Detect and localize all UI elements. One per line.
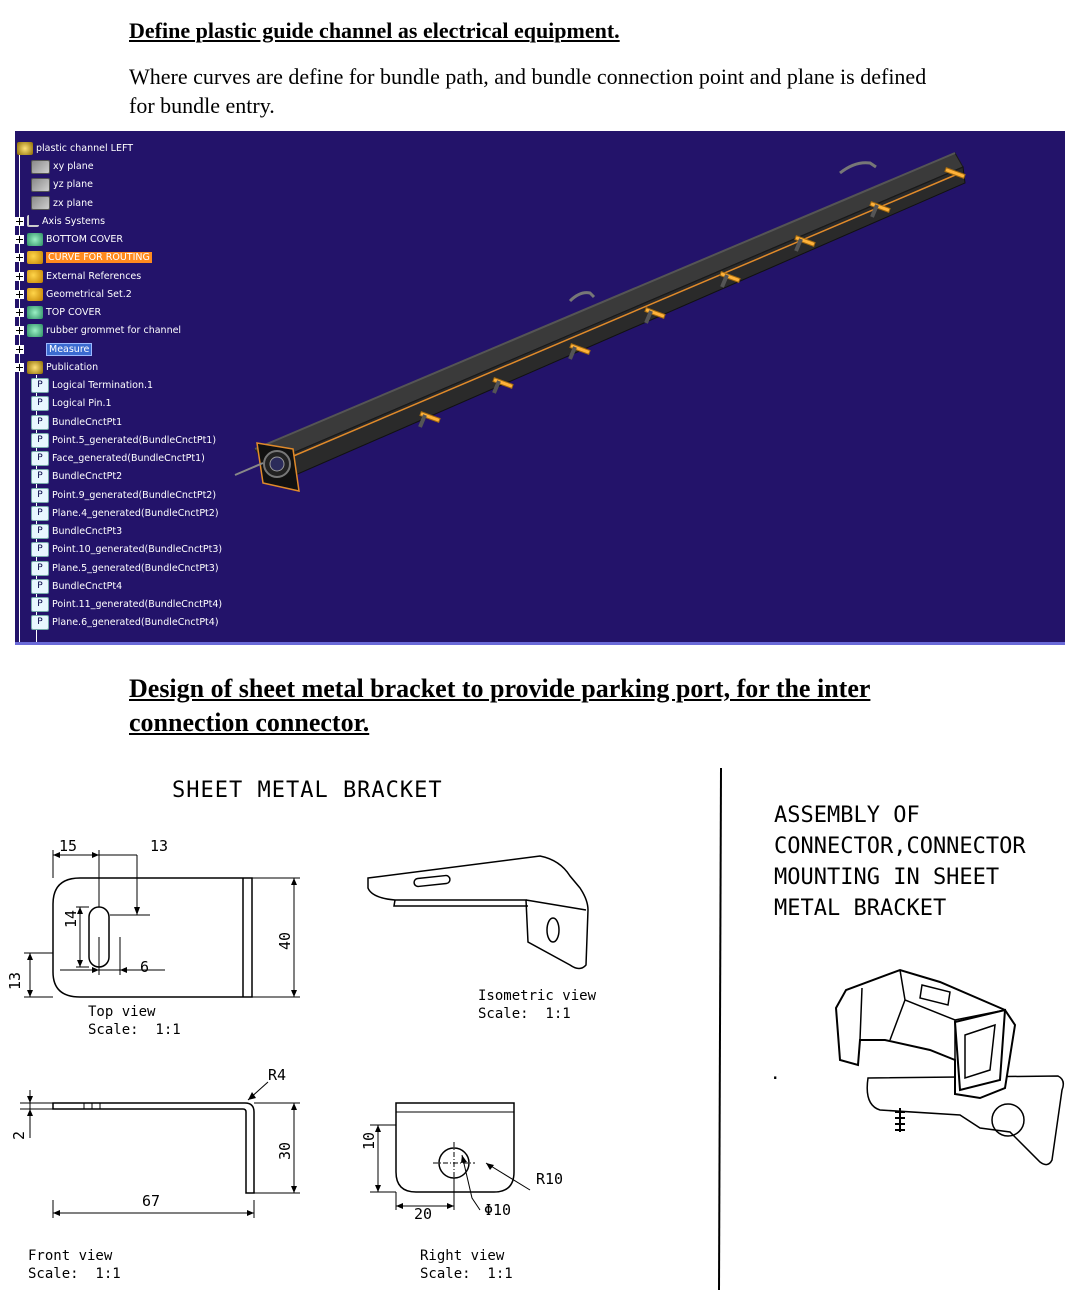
tree-item-label: zx plane <box>53 197 93 209</box>
tree-item[interactable] <box>31 597 222 613</box>
expand-icon[interactable] <box>15 345 24 354</box>
dim-10: 10 <box>360 1131 378 1150</box>
tree-item-label: External References <box>46 270 142 282</box>
right-view-label: Right view <box>420 1248 505 1264</box>
top-view-label: Top view <box>88 1004 156 1020</box>
front-view-scale: Scale: 1:1 <box>28 1266 121 1282</box>
dim-14: 14 <box>62 909 80 928</box>
dim-2: 2 <box>10 1130 28 1140</box>
isometric-view-label: Isometric view <box>478 988 597 1004</box>
tree-item[interactable] <box>31 415 122 431</box>
tree-item[interactable] <box>31 433 216 449</box>
top-view-scale: Scale: 1:1 <box>88 1022 181 1038</box>
dim-13-vertical: 13 <box>6 971 24 990</box>
tree-item[interactable] <box>15 323 181 339</box>
tree-item-label: BundleCnctPt4 <box>52 580 123 592</box>
axis-icon <box>27 215 39 227</box>
tree-item[interactable] <box>15 360 98 376</box>
tree-item-label: BundleCnctPt3 <box>52 526 123 537</box>
tree-item[interactable] <box>31 159 94 175</box>
tree-item[interactable] <box>31 579 122 595</box>
part-icon <box>27 306 43 319</box>
tree-root-label: plastic channel LEFT <box>36 143 134 154</box>
publication-item-icon: P <box>31 524 49 539</box>
tree-item[interactable] <box>31 378 153 394</box>
tree-item-label: BOTTOM COVER <box>46 234 124 245</box>
tree-item[interactable] <box>31 488 216 504</box>
publication-item-icon: P <box>31 488 49 503</box>
publication-item-icon: P <box>31 433 49 448</box>
expand-icon[interactable] <box>15 326 24 335</box>
stray-mark: . <box>771 1067 780 1083</box>
expand-icon[interactable] <box>15 217 24 226</box>
tree-root[interactable] <box>17 141 133 157</box>
publication-item-icon: P <box>31 415 49 430</box>
catia-viewport[interactable] <box>15 131 1065 645</box>
publication-item-icon: P <box>31 579 49 594</box>
tree-item[interactable] <box>15 232 123 248</box>
part-icon <box>27 233 43 246</box>
tree-item-label: BundleCnctPt2 <box>52 471 123 483</box>
plane-icon <box>31 160 50 174</box>
dim-40: 40 <box>276 931 294 950</box>
geometrical-set-icon <box>27 288 43 301</box>
publication-item-icon: P <box>31 451 49 466</box>
section-heading-guide-channel: Define plastic guide channel as electrical equipment. <box>129 18 620 43</box>
plane-icon <box>31 178 50 192</box>
dim-15: 15 <box>59 837 78 855</box>
tree-item-label: Geometrical Set.2 <box>46 288 132 300</box>
publication-item-icon: P <box>31 615 49 630</box>
tree-item[interactable] <box>15 305 101 321</box>
dim-6: 6 <box>140 958 150 976</box>
publication-icon <box>27 361 43 374</box>
geometrical-set-icon <box>27 251 43 264</box>
section-paragraph: Where curves are define for bundle path, and bundle connection point and plane is defined for bundle entry. <box>129 64 927 118</box>
tree-item[interactable] <box>15 214 105 230</box>
tree-item[interactable] <box>15 287 132 303</box>
tree-item-label: CURVE FOR ROUTING <box>48 252 150 264</box>
tree-item-label: Point.11_generated(BundleCnctPt4) <box>52 599 223 610</box>
tree-item-label: BundleCnctPt1 <box>52 416 123 428</box>
publication-item-icon: P <box>31 542 49 557</box>
expand-icon[interactable] <box>15 363 24 372</box>
part-icon <box>27 324 43 337</box>
publication-item-icon: P <box>31 506 49 521</box>
tree-item-label: Logical Pin.1 <box>52 398 112 410</box>
dim-30: 30 <box>276 1141 294 1160</box>
tree-item[interactable] <box>31 506 219 522</box>
tree-item[interactable] <box>31 524 122 540</box>
tree-item-label: Logical Termination.1 <box>52 380 154 391</box>
tree-item-label: Point.5_generated(BundleCnctPt1) <box>52 434 217 446</box>
dim-67: 67 <box>142 1192 161 1210</box>
tree-item-label: yz plane <box>53 179 93 191</box>
front-view-label: Front view <box>28 1248 113 1264</box>
tree-item-label: Point.10_generated(BundleCnctPt3) <box>52 544 223 556</box>
publication-item-icon: P <box>31 378 49 393</box>
product-icon <box>17 142 33 155</box>
tree-item[interactable] <box>31 177 93 193</box>
tree-item[interactable] <box>15 250 152 266</box>
tree-item-label: TOP COVER <box>46 307 102 318</box>
tree-item-label: xy plane <box>53 161 94 172</box>
tree-item-label: Point.9_generated(BundleCnctPt2) <box>52 489 217 501</box>
tree-item-label: Face_generated(BundleCnctPt1) <box>52 453 205 464</box>
right-view-scale: Scale: 1:1 <box>420 1266 513 1282</box>
expand-icon[interactable] <box>15 235 24 244</box>
tree-item[interactable] <box>15 269 141 285</box>
publication-item-icon: P <box>31 597 49 612</box>
section-heading-bracket: Design of sheet metal bracket to provide parking port, for the inter connection connector. <box>129 674 871 737</box>
expand-icon[interactable] <box>15 253 24 262</box>
tree-item[interactable] <box>31 542 222 558</box>
tree-item[interactable] <box>31 561 219 577</box>
dim-20: 20 <box>414 1205 433 1223</box>
geometrical-set-icon <box>27 270 43 283</box>
tree-item[interactable] <box>31 451 205 467</box>
assembly-title: ASSEMBLY OF CONNECTOR,CONNECTOR MOUNTING IN SHEET METAL BRACKET <box>774 803 1026 921</box>
dim-r4: R4 <box>268 1066 287 1084</box>
expand-icon[interactable] <box>15 290 24 299</box>
drawing-title: SHEET METAL BRACKET <box>172 778 443 803</box>
tree-item[interactable] <box>31 196 93 212</box>
tree-item-label: Plane.6_generated(BundleCnctPt4) <box>52 617 219 629</box>
tree-item[interactable] <box>31 615 219 631</box>
publication-item-icon: P <box>31 396 49 411</box>
isometric-view-scale: Scale: 1:1 <box>478 1006 571 1022</box>
expand-icon[interactable] <box>15 308 24 317</box>
tree-item-label: Plane.4_generated(BundleCnctPt2) <box>52 507 219 519</box>
dim-r10: R10 <box>536 1170 564 1188</box>
expand-icon[interactable] <box>15 272 24 281</box>
tree-item-label: Publication <box>46 361 99 373</box>
dim-13: 13 <box>150 837 169 855</box>
plane-icon <box>31 196 50 210</box>
measure-icon <box>27 343 43 356</box>
tree-item[interactable] <box>15 342 92 358</box>
tree-item-label: Axis Systems <box>42 215 106 227</box>
tree-item[interactable] <box>31 396 112 412</box>
tree-item-label: Measure <box>46 343 92 356</box>
tree-item-label: Plane.5_generated(BundleCnctPt3) <box>52 562 219 574</box>
publication-item-icon: P <box>31 469 49 484</box>
tree-item-label: rubber grommet for channel <box>46 325 182 337</box>
publication-item-icon: P <box>31 561 49 576</box>
dim-phi10: Φ10 <box>484 1201 512 1219</box>
tree-item[interactable] <box>31 469 122 485</box>
